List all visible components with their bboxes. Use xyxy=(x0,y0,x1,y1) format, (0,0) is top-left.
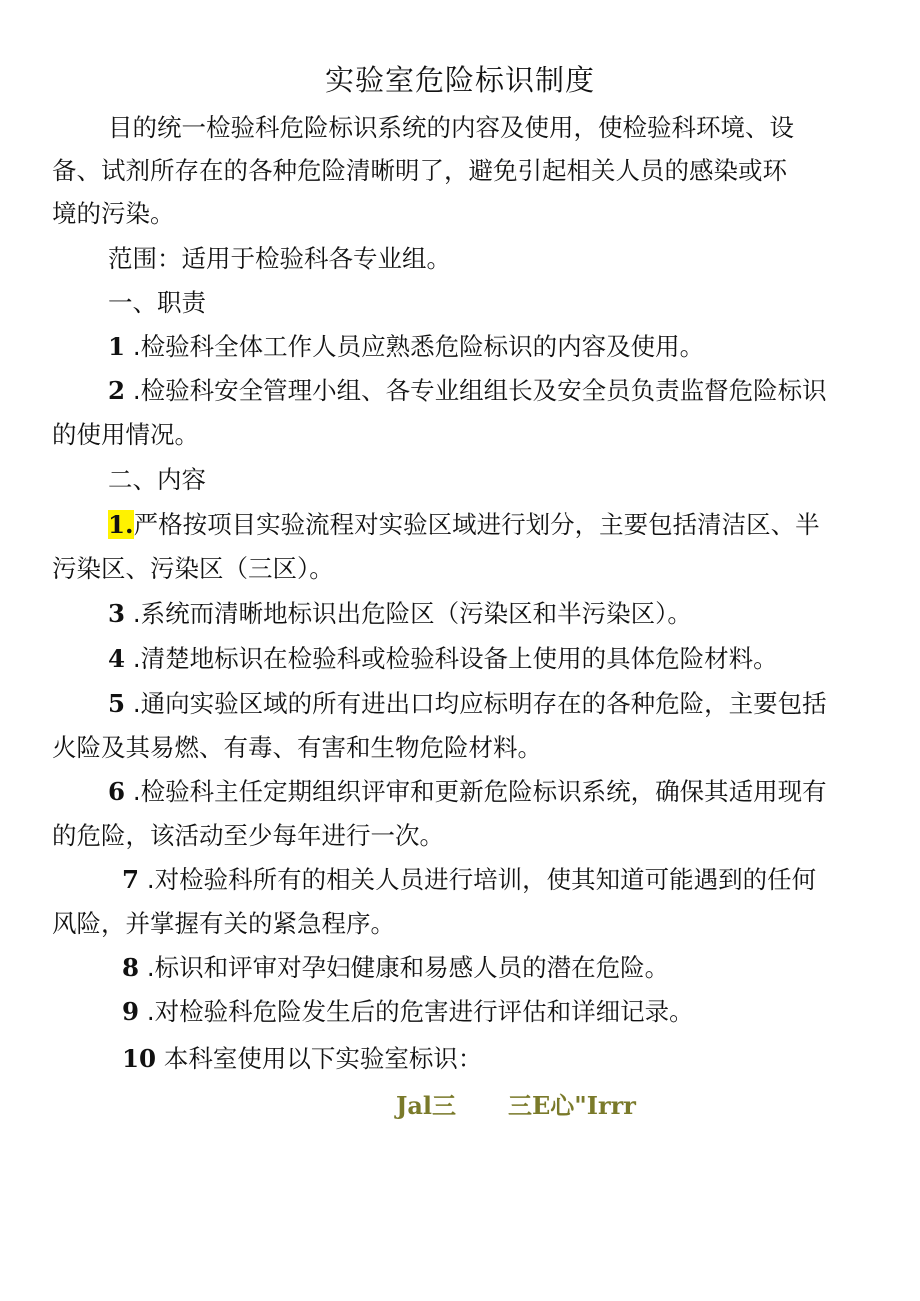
duty-item-2 xyxy=(108,373,827,409)
purpose-line-2: 备、试剂所存在的各种危险清晰明了，避免引起相关人员的感染或环 xyxy=(52,156,787,185)
content-item-10 xyxy=(122,1041,482,1077)
item-text: .系统而清晰地标识出危险区（污染区和半污染区）。 xyxy=(125,599,692,628)
item-number: 6 xyxy=(108,777,126,806)
item-number-highlighted: 1. xyxy=(108,510,134,539)
item-text: .通向实验区域的所有进出口均应标明存在的各种危险，主要包括 xyxy=(125,689,827,718)
item-text: .清楚地标识在检验科或检验科设备上使用的具体危险材料。 xyxy=(125,644,778,673)
document-title: 实验室危险标识制度 xyxy=(324,63,595,97)
item-number: 2 xyxy=(108,376,126,405)
content-item-8 xyxy=(122,950,669,986)
item-number: 8 xyxy=(122,953,140,982)
item-text: .对检验科所有的相关人员进行培训，使其知道可能遇到的任何 xyxy=(139,865,817,894)
garbled-sign-text-left: Jal三 xyxy=(396,1091,457,1120)
content-item-1 xyxy=(108,507,820,543)
garbled-sign-text-right: 三E心"Irrr xyxy=(508,1091,636,1120)
item-text: .检验科全体工作人员应熟悉危险标识的内容及使用。 xyxy=(125,332,705,361)
scope-line: 范围：适用于检验科各专业组。 xyxy=(108,244,451,273)
item-text: .检验科主任定期组织评审和更新危险标识系统，确保其适用现有 xyxy=(125,777,827,806)
item-text: .标识和评审对孕妇健康和易感人员的潜在危险。 xyxy=(139,953,670,982)
content-item-4 xyxy=(108,641,778,677)
content-item-5-cont: 火险及其易燃、有毒、有害和生物危险材料。 xyxy=(52,733,542,762)
item-text: .检验科安全管理小组、各专业组组长及安全员负责监督危险标识 xyxy=(125,376,827,405)
content-item-5 xyxy=(108,686,827,722)
item-number: 4 xyxy=(108,644,126,673)
item-number: 5 xyxy=(108,689,126,718)
item-number: 3 xyxy=(108,599,126,628)
content-item-6 xyxy=(108,774,827,810)
duty-item-1 xyxy=(108,329,704,365)
content-item-6-cont: 的危险，该活动至少每年进行一次。 xyxy=(52,821,444,850)
section-heading-content: 二、内容 xyxy=(108,465,206,494)
purpose-line-1: 目的统一检验科危险标识系统的内容及使用，使检验科环境、设 xyxy=(108,113,794,142)
item-number: 1 xyxy=(108,332,126,361)
content-item-7-cont: 风险，并掌握有关的紧急程序。 xyxy=(52,909,395,938)
content-item-7 xyxy=(122,862,816,898)
content-item-3 xyxy=(108,596,692,632)
content-item-1-cont: 污染区、污染区（三区）。 xyxy=(52,554,334,583)
item-text: .对检验科危险发生后的危害进行评估和详细记录。 xyxy=(139,997,694,1026)
content-item-9 xyxy=(122,994,694,1030)
section-heading-duties: 一、职责 xyxy=(108,288,206,317)
item-text: 本科室使用以下实验室标识： xyxy=(156,1044,483,1073)
duty-item-2-cont: 的使用情况。 xyxy=(52,420,199,449)
item-text: 严格按项目实验流程对实验区域进行划分，主要包括清洁区、半 xyxy=(133,510,820,539)
item-number: 7 xyxy=(122,865,140,894)
purpose-line-3: 境的污染。 xyxy=(52,199,175,228)
item-number: 10 xyxy=(122,1044,157,1073)
item-number: 9 xyxy=(122,997,140,1026)
